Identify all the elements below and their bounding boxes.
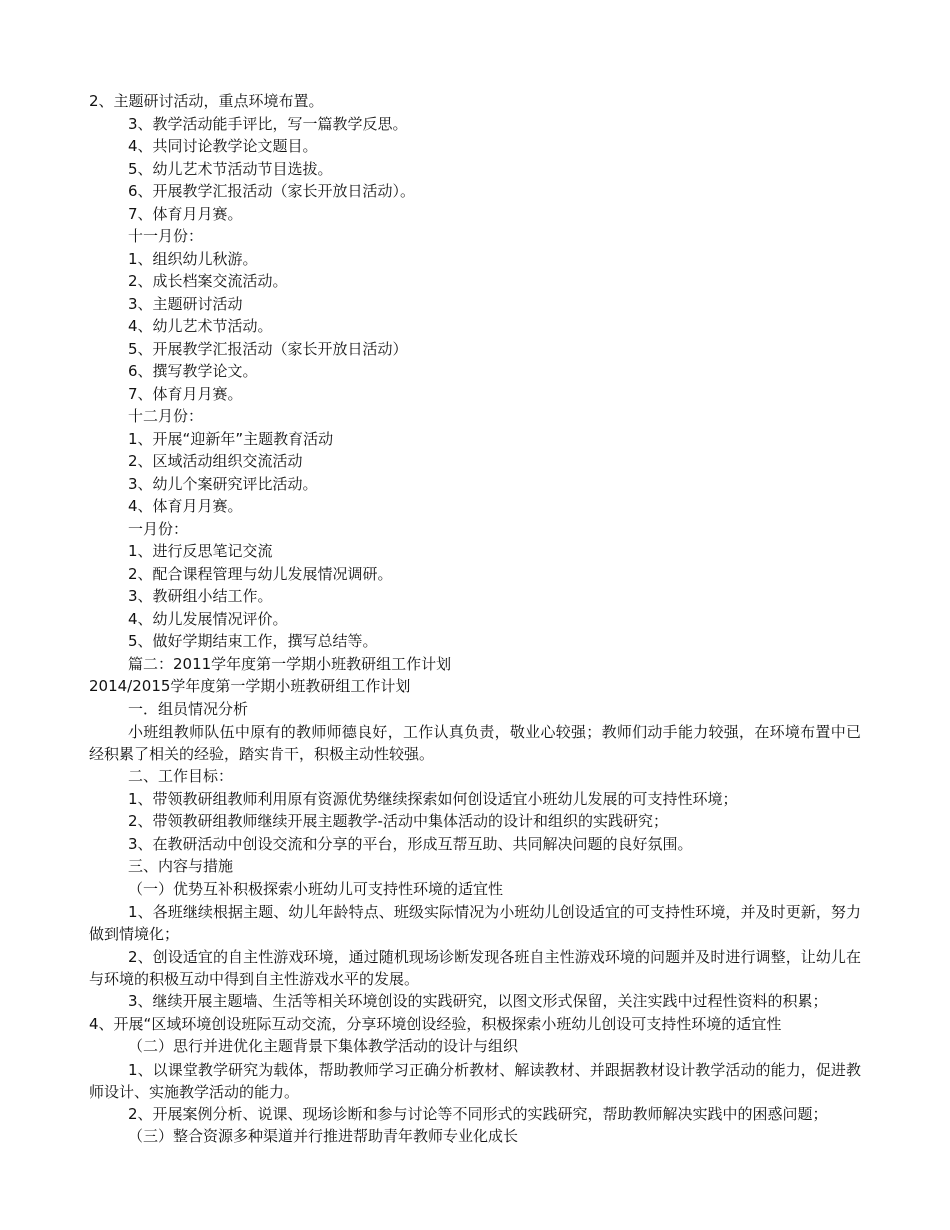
text-line: 4、共同讨论教学论文题目。: [128, 137, 318, 155]
text-line: 5、开展教学汇报活动（家长开放日活动）: [128, 340, 408, 358]
text-line: 6、开展教学汇报活动（家长开放日活动）。: [128, 182, 416, 200]
text-line: 7、体育月月赛。: [128, 385, 243, 403]
subsection-heading: （三）整合资源多种渠道并行推进帮助青年教师专业化成长: [128, 1127, 519, 1145]
text-line: 2、成长档案交流活动。: [128, 272, 288, 290]
text-line: 4、开展“区域环境创设班际互动交流，分享环境创设经验，积极探索小班幼儿创设可支持性环境的适宜性: [89, 1015, 782, 1033]
text-line: 2、开展案例分析、说课、现场诊断和参与讨论等不同形式的实践研究，帮助教师解决实践中的困惑问题；: [128, 1105, 828, 1123]
text-line: 3、主题研讨活动: [128, 295, 243, 313]
month-heading: 十二月份：: [128, 407, 204, 425]
text-line: 2、区域活动组织交流活动: [128, 452, 303, 470]
subsection-heading: （二）思行并进优化主题背景下集体教学活动的设计与组织: [128, 1037, 519, 1055]
text-line: 3、教研组小结工作。: [128, 587, 273, 605]
paragraph: 小班组教师队伍中原有的教师师德良好，工作认真负责，敬业心较强；教师们动手能力较强，在环境布置中已经积累了相关的经验，踏实肯干，积极主动性较强。: [89, 723, 861, 763]
text-line: 6、撰写教学论文。: [128, 362, 258, 380]
text-line: 5、做好学期结束工作，撰写总结等。: [128, 632, 378, 650]
text-line: 2、配合课程管理与幼儿发展情况调研。: [128, 565, 393, 583]
paragraph: 1、各班继续根据主题、幼儿年龄特点、班级实际情况为小班幼儿创设适宜的可支持性环境，并及时更新，努力做到情境化；: [89, 903, 861, 943]
text-line: 1、组织幼儿秋游。: [128, 250, 258, 268]
section-heading: 三、内容与措施: [128, 857, 234, 875]
text-line: 1、开展“迎新年”主题教育活动: [128, 430, 334, 448]
text-line: 2、带领教研组教师继续开展主题教学-活动中集体活动的设计和组织的实践研究；: [128, 812, 668, 830]
text-line: 1、带领教研组教师利用原有资源优势继续探索如何创设适宜小班幼儿发展的可支持性环境；: [128, 790, 738, 808]
text-line: 3、教学活动能手评比，写一篇教学反思。: [128, 115, 408, 133]
text-line: 3、在教研活动中创设交流和分享的平台，形成互帮互助、共同解决问题的良好氛围。: [128, 835, 693, 853]
section-title: 篇二：2011学年度第一学期小班教研组工作计划: [128, 655, 452, 673]
text-line: 1、进行反思笔记交流: [128, 542, 273, 560]
text-line: 2、主题研讨活动，重点环境布置。: [89, 92, 324, 110]
text-line: 4、幼儿艺术节活动。: [128, 317, 273, 335]
text-line: 3、幼儿个案研究评比活动。: [128, 475, 318, 493]
section-heading: 二、工作目标：: [128, 767, 234, 785]
month-heading: 十一月份：: [128, 227, 204, 245]
month-heading: 一月份：: [128, 520, 189, 538]
section-heading: 一．组员情况分析: [128, 700, 249, 718]
text-line: 3、继续开展主题墙、生活等相关环境创设的实践研究，以图文形式保留，关注实践中过程性资料的积累；: [128, 992, 828, 1010]
paragraph: 2、创设适宜的自主性游戏环境，通过随机现场诊断发现各班自主性游戏环境的问题并及时进行调整，让幼儿在与环境的积极互动中得到自主性游戏水平的发展。: [89, 948, 861, 988]
text-line: 5、幼儿艺术节活动节目选拔。: [128, 160, 333, 178]
subsection-heading: （一）优势互补积极探索小班幼儿可支持性环境的适宜性: [128, 880, 504, 898]
plan-title: 2014/2015学年度第一学期小班教研组工作计划: [89, 677, 411, 695]
paragraph: 1、以课堂教学研究为载体，帮助教师学习正确分析教材、解读教材、并跟据教材设计教学活动的能力，促进教师设计、实施教学活动的能力。: [89, 1061, 861, 1101]
text-line: 7、体育月月赛。: [128, 205, 243, 223]
text-line: 4、幼儿发展情况评价。: [128, 610, 288, 628]
text-line: 4、体育月月赛。: [128, 497, 243, 515]
